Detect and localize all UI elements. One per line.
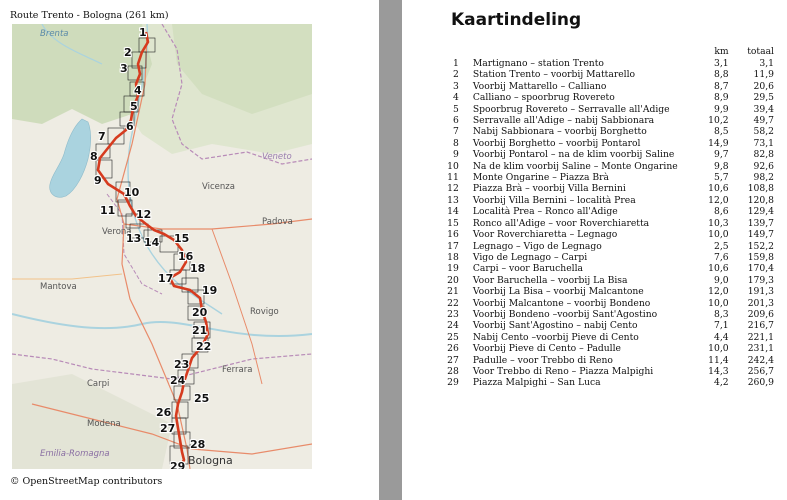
segment-km: 9,9 [714, 103, 729, 115]
map-copyright: © OpenStreetMap contributors [10, 476, 163, 487]
table-row [444, 218, 774, 229]
segment-total: 152,2 [747, 240, 774, 252]
segment-number: 1 [453, 58, 459, 69]
segment-total: 20,6 [753, 80, 774, 92]
column-header-route [473, 46, 688, 58]
segment-route: Voorbij Sant'Agostino – nabij Cento [472, 320, 638, 332]
segment-total: 260,9 [747, 377, 774, 389]
segment-route: Serravalle all'Adige – nabij Sabbionara [472, 115, 655, 127]
segment-number-label: 18 [190, 262, 206, 275]
segment-number-label: 4 [134, 84, 142, 97]
segment-number-label: 26 [156, 406, 172, 419]
segment-km: 8,5 [714, 126, 729, 138]
segment-number: 14 [447, 206, 459, 218]
segment-total: 73,1 [753, 137, 774, 149]
table-row [444, 69, 774, 80]
table-row [444, 332, 774, 343]
segment-total: 129,4 [747, 206, 774, 218]
segment-total: 49,7 [753, 115, 774, 127]
segment-total: 170,4 [747, 263, 774, 275]
segment-route: Spoorbrug Rovereto – Serravalle all'Adige [472, 103, 670, 115]
segment-number-label: 29 [170, 460, 186, 469]
segment-total: 242,4 [747, 354, 774, 366]
table-row [444, 309, 774, 320]
column-header-km: km [714, 46, 729, 58]
segment-number: 11 [447, 172, 459, 184]
segment-total: 11,9 [753, 69, 774, 81]
segment-number-label: 2 [124, 46, 132, 59]
segment-km: 8,9 [714, 92, 729, 104]
segment-number-label: 1 [139, 26, 147, 39]
segment-total: 231,1 [747, 343, 774, 355]
segment-number: 26 [447, 343, 459, 355]
segment-number: 27 [447, 354, 459, 366]
segment-number: 12 [447, 183, 459, 195]
map-label-ferrara: Ferrara [222, 365, 253, 375]
segment-number-label: 23 [174, 358, 190, 371]
segment-route: Voor Trebbo di Reno – Piazza Malpighi [472, 365, 654, 377]
segment-number-label: 8 [90, 150, 98, 163]
segment-km: 11,4 [708, 354, 729, 366]
segment-route: Voorbij Pontarol – na de klim voorbij Saline [472, 149, 675, 161]
segment-number-label: 25 [194, 392, 210, 405]
segment-total: 108,8 [747, 183, 774, 195]
segment-number-label: 9 [94, 174, 102, 187]
segment-number: 24 [447, 320, 459, 332]
route-table [444, 46, 774, 389]
segment-route: Nabij Sabbionara – voorbij Borghetto [472, 126, 647, 138]
segment-total: 209,6 [747, 308, 774, 320]
segment-km: 10,0 [708, 229, 729, 241]
segment-route: Voorbij Borghetto – voorbij Pontarol [472, 137, 641, 149]
segment-km: 7,6 [714, 251, 729, 263]
segment-number: 18 [447, 251, 459, 263]
table-row [444, 161, 774, 172]
segment-number: 21 [447, 286, 459, 298]
map-label-verona: Verona [102, 227, 132, 237]
right-page [402, 0, 787, 500]
table-row [444, 183, 774, 194]
segment-km: 8,7 [714, 80, 729, 92]
column-header-nr [444, 46, 473, 58]
table-row [444, 355, 774, 366]
segment-route: Voorbij Bondeno –voorbij Sant'Agostino [472, 308, 658, 320]
segment-number: 6 [453, 115, 459, 127]
segment-route: Carpi – voor Baruchella [472, 263, 583, 275]
segment-total: 29,5 [753, 92, 774, 104]
segment-route: Padulle – voor Trebbo di Reno [472, 354, 613, 366]
segment-route: Voor Roverchiaretta – Legnago [472, 229, 618, 241]
segment-total: 201,3 [747, 297, 774, 309]
map-label-emilia-romagna: Emilia-Romagna [40, 449, 110, 459]
map-label-mantova: Mantova [40, 282, 77, 292]
segment-number: 8 [453, 137, 459, 149]
table-row [444, 263, 774, 274]
segment-number-label: 20 [192, 306, 208, 319]
segment-number-label: 5 [130, 100, 138, 113]
segment-route: Piazza Brà – voorbij Villa Bernini [472, 183, 626, 195]
segment-number-label: 28 [190, 438, 206, 451]
table-row [444, 149, 774, 160]
segment-km: 7,1 [714, 320, 729, 332]
segment-number-label: 17 [158, 272, 174, 285]
table-row [444, 298, 774, 309]
segment-number: 13 [447, 194, 459, 206]
segment-number: 29 [447, 377, 459, 389]
segment-route: Voorbij Pieve di Cento – Padulle [472, 343, 621, 355]
segment-km: 9,8 [714, 160, 729, 172]
segment-km: 8,3 [714, 308, 729, 320]
map-title: Route Trento - Bologna (261 km) [10, 10, 169, 21]
segment-km: 8,6 [714, 206, 729, 218]
column-header-total: totaal [747, 46, 774, 58]
segment-number: 23 [447, 308, 459, 320]
segment-number: 17 [447, 240, 459, 252]
table-row [444, 229, 774, 240]
segment-number-label: 27 [160, 422, 176, 435]
segment-number-label: 7 [98, 130, 106, 143]
segment-total: 149,7 [747, 229, 774, 241]
table-row [444, 206, 774, 217]
segment-total: 139,7 [747, 217, 774, 229]
segment-number-label: 3 [120, 62, 128, 75]
left-page [0, 0, 379, 500]
segment-total: 191,3 [747, 286, 774, 298]
segment-km: 10,6 [708, 263, 729, 275]
segment-km: 3,1 [714, 58, 729, 69]
segment-km: 2,5 [714, 240, 729, 252]
segment-route: Voorbij Villa Bernini – località Prea [472, 194, 636, 206]
segment-total: 92,6 [753, 160, 774, 172]
table-row [444, 195, 774, 206]
segment-number: 9 [453, 149, 459, 161]
segment-route: Calliano – spoorbrug Rovereto [472, 92, 615, 104]
segment-route: Voor Baruchella – voorbij La Bisa [472, 274, 628, 286]
route-map-svg [12, 24, 312, 469]
segment-number-label: 14 [144, 236, 160, 249]
table-row [444, 377, 774, 388]
segment-total: 159,8 [747, 251, 774, 263]
segment-km: 10,0 [708, 297, 729, 309]
segment-number-label: 19 [202, 284, 218, 297]
segment-total: 98,2 [753, 172, 774, 184]
segment-number: 10 [447, 160, 459, 172]
segment-km: 9,0 [714, 274, 729, 286]
segment-number: 4 [453, 92, 459, 104]
page-heading: Kaartindeling [451, 10, 582, 30]
segment-number-label: 16 [178, 250, 194, 263]
segment-number: 7 [453, 126, 459, 138]
segment-number-label: 6 [126, 120, 134, 133]
segment-km: 10,6 [708, 183, 729, 195]
table-header-row [444, 46, 774, 58]
segment-number-label: 12 [136, 208, 152, 221]
segment-total: 216,7 [747, 320, 774, 332]
map-label-rovigo: Rovigo [250, 307, 279, 317]
segment-total: 256,7 [747, 365, 774, 377]
segment-km: 10,2 [708, 115, 729, 127]
segment-number: 25 [447, 331, 459, 343]
segment-route: Ronco all'Adige – voor Roverchiaretta [472, 217, 650, 229]
segment-km: 14,9 [708, 137, 729, 149]
segment-number-label: 11 [100, 204, 116, 217]
segment-total: 179,3 [747, 274, 774, 286]
segment-route: Nabij Cento –voorbij Pieve di Cento [472, 331, 639, 343]
segment-km: 10,3 [708, 217, 729, 229]
segment-route: Station Trento – voorbij Mattarello [472, 69, 636, 81]
route-rows [444, 58, 774, 389]
segment-total: 58,2 [753, 126, 774, 138]
map-label-modena: Modena [87, 419, 121, 429]
segment-km: 5,7 [714, 172, 729, 184]
map-label-carpi: Carpi [87, 379, 110, 389]
table-row [444, 92, 774, 103]
segment-km: 12,0 [708, 194, 729, 206]
segment-number: 3 [453, 80, 459, 92]
segment-total: 221,1 [747, 331, 774, 343]
table-row [444, 252, 774, 263]
segment-km: 14,3 [708, 365, 729, 377]
map-label-padova: Padova [262, 217, 293, 227]
table-row [444, 286, 774, 297]
map-label-vicenza: Vicenza [202, 182, 235, 192]
map-label-veneto: Veneto [262, 152, 292, 162]
segment-number-label: 24 [170, 374, 186, 387]
map-label-bologna: Bologna [188, 454, 233, 467]
route-map [12, 24, 312, 469]
segment-number: 19 [447, 263, 459, 275]
table-row [444, 241, 774, 252]
segment-number: 22 [447, 297, 459, 309]
table-row [444, 81, 774, 92]
segment-route: Martignano – station Trento [472, 58, 604, 69]
segment-route: Legnago – Vigo de Legnago [472, 240, 602, 252]
table-row [444, 138, 774, 149]
segment-km: 10,0 [708, 343, 729, 355]
segment-km: 4,2 [714, 377, 729, 389]
segment-number: 20 [447, 274, 459, 286]
segment-number: 5 [453, 103, 459, 115]
segment-total: 120,8 [747, 194, 774, 206]
segment-number: 15 [447, 217, 459, 229]
table-row [444, 115, 774, 126]
table-row [444, 275, 774, 286]
segment-number: 16 [447, 229, 459, 241]
segment-route: Monte Ongarine – Piazza Brà [472, 172, 610, 184]
segment-number-label: 15 [174, 232, 190, 245]
table-row [444, 320, 774, 331]
segment-route: Piazza Malpighi – San Luca [472, 377, 601, 389]
segment-route: Na de klim voorbij Saline – Monte Ongarine [472, 160, 678, 172]
map-label-brenta: Brenta [40, 29, 69, 39]
table-row [444, 58, 774, 69]
table-row [444, 366, 774, 377]
segment-km: 8,8 [714, 69, 729, 81]
segment-route: Voorbij Mattarello – Calliano [472, 80, 607, 92]
segment-total: 82,8 [753, 149, 774, 161]
segment-km: 12,0 [708, 286, 729, 298]
segment-route: Vigo de Legnago – Carpi [472, 251, 588, 263]
segment-km: 9,7 [714, 149, 729, 161]
table-row [444, 104, 774, 115]
segment-number-label: 21 [192, 324, 208, 337]
table-row [444, 343, 774, 354]
segment-number-label: 10 [124, 186, 140, 199]
segment-route: Voorbij La Bisa – voorbij Malcantone [472, 286, 644, 298]
segment-km: 4,4 [714, 331, 729, 343]
segment-route: Località Prea – Ronco all'Adige [472, 206, 618, 218]
segment-route: Voorbij Malcantone – voorbij Bondeno [472, 297, 651, 309]
segment-number: 2 [453, 69, 459, 81]
segment-number-label: 22 [196, 340, 212, 353]
segment-number-label: 13 [126, 232, 142, 245]
segment-total: 39,4 [753, 103, 774, 115]
table-row [444, 126, 774, 137]
table-row [444, 172, 774, 183]
segment-number: 28 [447, 365, 459, 377]
segment-total: 3,1 [759, 58, 774, 69]
